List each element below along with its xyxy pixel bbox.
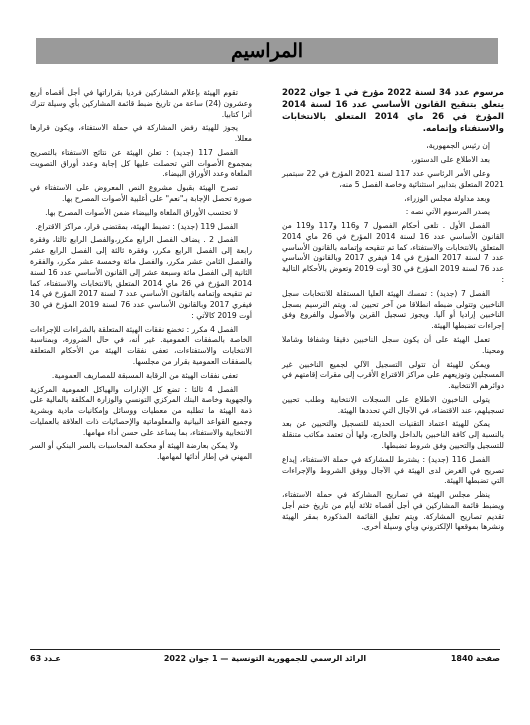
paragraph: يمكن للهيئة اعتماد التقنيات الحديثة للتسجيل والتحيين عن بعد بالنسبة إلى كافة الناخبين بالداخل والخارج، ولها أن تعتمد مكاتب متنقلة للتسجيل والتحيين وفق شروط تضبطها.: [282, 419, 504, 450]
paragraph: يجوز للهيئة رفض المشاركة في حملة الاستفتاء، ويكون قرارها معللا.: [30, 123, 252, 144]
paragraph: ويمكن للهيئة أن تتولى التسجيل الآلي لجميع الناخبين غير المسجلين وتوزيعهم على مراكز الاقتراع الأقرب إلى مقرات إقامتهم في دوائرهم الانتخابية.: [282, 359, 504, 391]
paragraph: يصدر المرسوم الآتي نصه :: [405, 207, 490, 217]
article-paragraph: الفصل 117 (جديد) : تعلن الهيئة عن نتائج الاستفتاء بالتصريح بمجموع الأصوات التي تحصلت عليها كل إجابة وعدد أوراق التصويت الملغاة وعدد الأوراق البيضاء.: [30, 147, 252, 179]
left-column: [30, 88, 252, 466]
decree-title: مرسوم عدد 34 لسنة 2022 مؤرخ في 1 جوان 2022 يتعلق بتنقيح القانون الأساسي عدد 16 لسنة 2014 المؤرخ في 26 ماي 2014 المتعلق بالانتخابات والاستفتاء وإتمامه.: [282, 88, 504, 134]
article-paragraph: الفصل 116 (جديد) : يشترط للمشاركة في حملة الاستفتاء، إيداع تصريح في الغرض لدى الهيئة في الآجال ووفق الشروط والإجراءات التي تضبطها الهيئة.: [282, 454, 504, 486]
paragraph: تصرح الهيئة بقبول مشروع النص المعروض على الاستفتاء في صورة تحصل الإجابة بـ"نعم" على أغلبية الأصوات المصرح بها.: [30, 183, 252, 204]
section-banner: [36, 38, 498, 64]
article-paragraph: الفصل 119 (جديد) : تضبط الهيئة، بمقتضى قرار، مراكز الاقتراع.: [35, 221, 238, 231]
page-number: صفحة 1840: [450, 654, 500, 663]
paragraph: لا تحتسب الأوراق الملغاة والبيضاء ضمن الأصوات المصرح بها.: [45, 207, 238, 217]
issue-number: عـدد 63: [30, 654, 61, 663]
paragraph: يتولى الناخبون الاطلاع على السجلات الانتخابية وطلب تحيين تسجيلهم، عند الاقتضاء، في الآجال التي تحددها الهيئة.: [282, 394, 504, 415]
paragraph: تقوم الهيئة بإعلام المشاركين فرديا بقراراتها في أجل أقصاه أربع وعشرون (24) ساعة من تاريخ ضبط قائمة المشاركين بأي وسيلة تترك أثرا كتابيا.: [30, 88, 252, 119]
right-column: [282, 88, 504, 536]
paragraph: ولا يمكن بعارضة الهيئة أو محكمة المحاسبات بالسر البنكي أو السر المهني في إطار أدائها لمهامها.: [30, 441, 252, 462]
footer-rule: [30, 649, 500, 650]
paragraph: إن رئيس الجمهورية،: [426, 141, 490, 151]
article-paragraph: الفصل 4 ثالثا : تضع كل الإدارات والهياكل العمومية المركزية والجهوية وخاصة البنك المركزي التونسي والوزارة المكلفة بالمالية على ذمة الهيئة ما تطلبه من معطيات ووسائل وإمكانيات مادية وبشرية وجميع القواعد البيانية والمعلوماتية والإحصائيات ذات العلاقة بالعمليات الانتخابية والاستفتاء، بما يساعد على حسن أداء مهامها.: [30, 384, 252, 437]
article-paragraph: الفصل الأول . تلغى أحكام الفصول 7 و116 و117 و119 من القانون الأساسي عدد 16 لسنة 2014 المؤرخ في 26 ماي 2014 المتعلق بالانتخابات والاستفتاء، كما تم تنقيحه وإتمامه بالقانون الأساسي عدد 7 لسنة 2017 المؤرخ في 14 فيفري 2017 وبالقانون الأساسي عدد 76 لسنة 2019 المؤرخ في 30 أوت 2019 وتعوض بالأحكام التالية :: [282, 221, 505, 285]
paragraph: وبعد مداولة مجلس الوزراء،: [404, 193, 490, 203]
article-paragraph: الفصل 7 (جديد) : تمسك الهيئة العليا المستقلة للانتخابات سجل الناخبين وتتولى ضبطه انطلاقا من آخر تحيين له. ويتم الترسيم بسجل الناخبين إراديا أو آليا. ويجوز تسجيل القرين والأصول والفروع وفق إجراءات تضبطها الهيئة.: [282, 288, 504, 331]
paragraph: وعلى الأمر الرئاسي عدد 117 لسنة 2021 المؤرخ في 22 سبتمبر 2021 المتعلق بتدابير استثنائية وخاصة الفصل 5 منه،: [282, 169, 504, 189]
article-paragraph: الفصل 2 . يضاف الفصل الرابع مكرر،والفصل الرابع ثالثا، وفقرة رابعة إلى الفصل الرابع مكرر، وفقرة ثالثة إلى الفصل الرابع عشر والفصل الثامن عشر مكرر، والفصل مائة وخمسة عشر مكرر، والفقرة الثانية إلى الفصل مائة وسبعة عشر إلى القانون الأساسي عدد 16 لسنة 2014 المؤرخ في 26 ماي 2014 المتعلق بالانتخابات والاستفتاء، كما تم تنقيحه وإتمامه بالقانون الأساسي عدد 7 لسنة 2017 المؤرخ في 14 فيفري 2017 وبالقانون الأساسي عدد 76 لسنة 2019 المؤرخ في 30 أوت 2019 كالآتي :: [30, 235, 253, 320]
paragraph: تعفى نفقات الهيئة من الرقابة المسبقة للمصاريف العمومية.: [51, 370, 238, 380]
section-title: المراسيم: [230, 39, 304, 62]
paragraph: بعد الاطلاع على الدستور،: [410, 155, 490, 165]
paragraph: ينظر مجلس الهيئة في تصاريح المشاركة في حملة الاستفتاء، ويضبط قائمة المشاركين في أجل أقصاه ثلاثة أيام من تاريخ ختم أجل تقديم تصاريح المشاركة. ويتم تعليق القائمة المذكورة بمقر الهيئة ونشرها بموقعها الإلكتروني وبأي وسيلة أخرى.: [282, 490, 504, 532]
page-footer: [30, 653, 500, 667]
journal-title: الرائد الرسمي للجمهورية التونسية — 1 جوان 2022: [163, 654, 367, 663]
paragraph: تعمل الهيئة على أن يكون سجل الناخبين دقيقا وشفافا وشاملا ومحينا.: [282, 334, 504, 355]
article-paragraph: الفصل 4 مكرر : تخضع نفقات الهيئة المتعلقة بالشراءات للإجراءات الخاصة بالصفقات العمومية. غير أنه، في حال الضرورة، وبمناسبة الانتخابات والاستفتاءات، تعفى نفقات الهيئة من الأحكام المتعلقة بالصفقات العمومية بقرار من مجلسها.: [30, 324, 252, 366]
